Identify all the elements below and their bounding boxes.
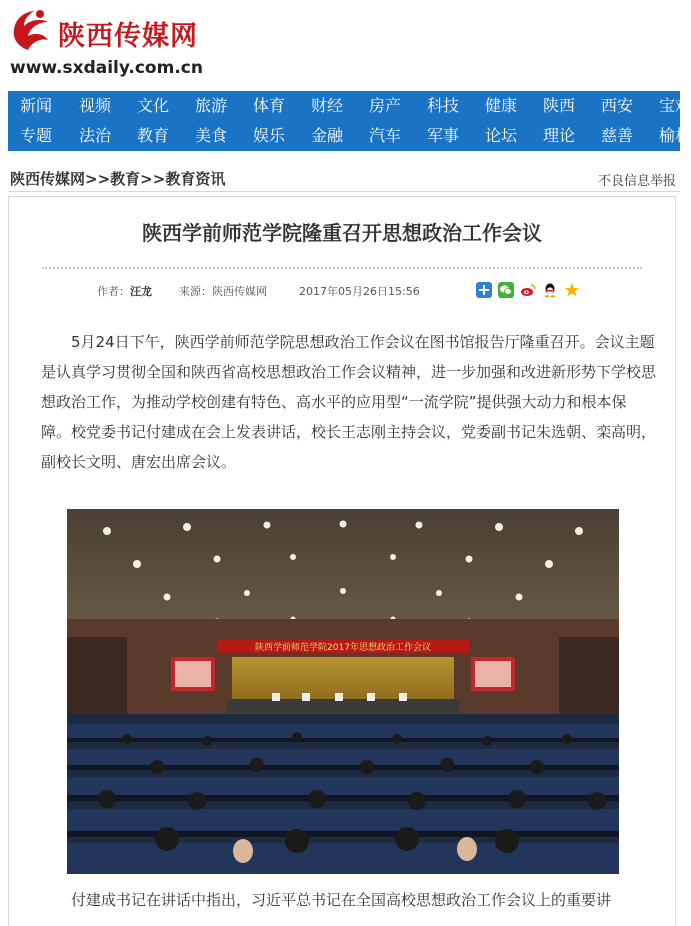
author-label: 作者： (97, 285, 130, 298)
weibo-icon[interactable] (520, 282, 536, 298)
nav-item[interactable]: 法治 (79, 126, 112, 145)
article-source: 来源：陕西传媒网 (179, 285, 267, 298)
breadcrumb (8, 162, 680, 192)
nav-item[interactable]: 理论 (543, 126, 576, 145)
nav-item[interactable]: 娱乐 (253, 126, 286, 145)
article-author (97, 283, 152, 299)
breadcrumb-subsection[interactable]: 教育资讯 (165, 170, 226, 188)
nav-item[interactable]: 美食 (195, 126, 228, 145)
stage-banner-text: 陕西学前师范学院2017年思想政治工作会议 (255, 643, 431, 653)
logo-emblem-icon (8, 6, 54, 56)
nav-item[interactable]: 财经 (311, 96, 344, 115)
article-date: 2017年05月26日15:56 (299, 285, 420, 298)
article-box (8, 196, 676, 926)
nav-item[interactable]: 慈善 (601, 126, 634, 145)
nav-item[interactable]: 体育 (253, 96, 286, 115)
qq-icon[interactable] (542, 282, 558, 298)
nav-item[interactable]: 宝鸡 (659, 96, 691, 115)
nav-item[interactable]: 论坛 (485, 126, 518, 145)
nav-item[interactable]: 专题 (20, 126, 53, 145)
breadcrumb-trail (10, 168, 225, 189)
conference-photo (67, 509, 619, 874)
article-title: 陕西学前师范学院隆重召开思想政治工作会议 (142, 221, 542, 245)
nav-item[interactable]: 新闻 (20, 96, 53, 115)
article-paragraph: 付建成书记在讲话中指出，习近平总书记在全国高校思想政治工作会议上的重要讲 (71, 891, 612, 909)
breadcrumb-home[interactable]: 陕西传媒网 (10, 170, 86, 188)
wechat-icon[interactable] (498, 282, 514, 298)
site-logo[interactable] (8, 6, 208, 58)
breadcrumb-separator: >> (85, 170, 111, 188)
nav-item[interactable]: 金融 (311, 126, 344, 145)
site-header (0, 0, 680, 90)
nav-item[interactable]: 旅游 (195, 96, 228, 115)
breadcrumb-section[interactable]: 教育 (110, 170, 141, 188)
article-paragraph: 5月24日下午，陕西学前师范学院思想政治工作会议在图书馆报告厅隆重召开。会议主题是认真学习贯彻全国和陕西省高校思想政治工作会议精神，进一步加强和改进新形势下学校思想政治工作，为推动学校创建有特色、高水平的应用型“一流学院”提供强大动力和根本保障。校党委书记付建成在会上发表讲话，校长王志刚主持会议，党委副书记朱选朝、栾高明，副校长文明、唐宏出席会议。 (41, 333, 657, 471)
main-nav (8, 91, 691, 151)
qzone-icon[interactable] (564, 282, 580, 298)
nav-item[interactable]: 文化 (137, 96, 170, 115)
share-plus-icon[interactable] (476, 282, 492, 298)
nav-item[interactable]: 科技 (427, 96, 460, 115)
author-name: 汪龙 (130, 285, 152, 298)
title-divider (42, 267, 642, 269)
nav-item[interactable]: 陕西 (543, 96, 576, 115)
breadcrumb-separator: >> (140, 170, 166, 188)
share-bar (476, 282, 586, 300)
nav-item[interactable]: 健康 (485, 96, 518, 115)
nav-item[interactable]: 视频 (79, 96, 112, 115)
nav-item[interactable]: 榆林 (659, 126, 691, 145)
nav-item[interactable]: 汽车 (369, 126, 402, 145)
site-url[interactable]: www.sxdaily.com.cn (10, 58, 203, 78)
nav-item[interactable]: 教育 (137, 126, 170, 145)
nav-item[interactable]: 房产 (369, 96, 402, 115)
report-link[interactable]: 不良信息举报 (597, 174, 676, 189)
nav-item[interactable]: 西安 (601, 96, 634, 115)
site-name: 陕西传媒网 (58, 21, 198, 52)
nav-item[interactable]: 军事 (427, 126, 460, 145)
